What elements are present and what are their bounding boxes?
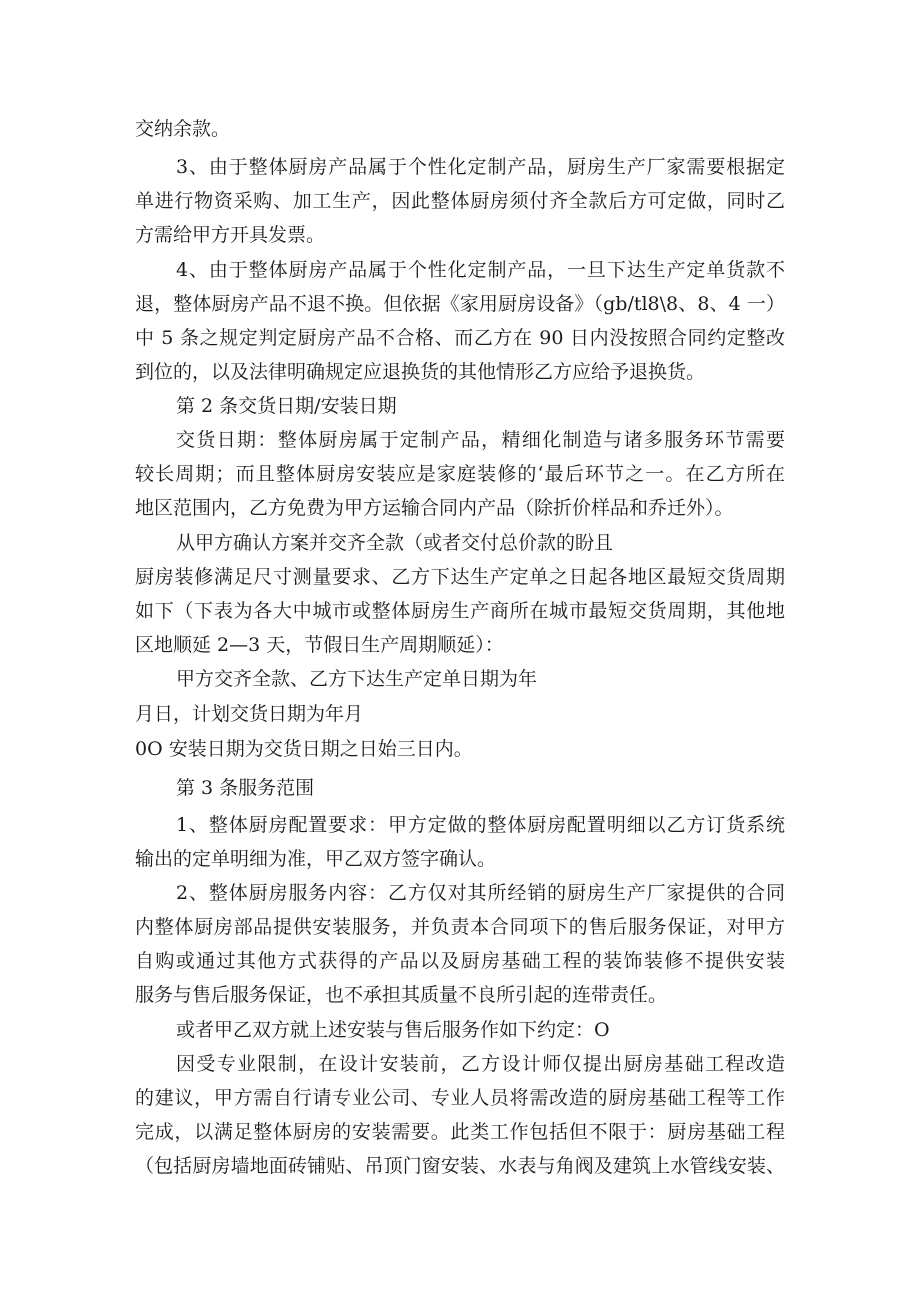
text-line: 完成，以满足整体厨房的安装需要。此类工作包括但不限于：厨房基础工程: [135, 1121, 785, 1143]
text-line: 4、由于整体厨房产品属于个性化定制产品，一旦下达生产定单货款不: [176, 259, 785, 281]
text-line: 或者甲乙双方就上述安装与售后服务作如下约定：O: [176, 1019, 610, 1041]
text-line: 退，整体厨房产品不退不换。但依据《家用厨房设备》（gb∕tl8\8、8、4 一）: [135, 293, 785, 315]
text-line: 区地顺延 2—3 天，节假日生产周期顺延）：: [135, 634, 504, 656]
text-line: 交货日期：整体厨房属于定制产品，精细化制造与诸多服务环节需要: [176, 429, 785, 451]
text-line: 输出的定单明细为准，甲乙双方签字确认。: [135, 848, 497, 870]
text-line: 月日，计划交货日期为年月: [135, 703, 364, 725]
text-line: 到位的，以及法律明确规定应退换货的其他情形乙方应给予退换货。: [135, 361, 706, 383]
text-line: 3、由于整体厨房产品属于个性化定制产品，厨房生产厂家需要根据定: [176, 156, 785, 178]
text-line: 从甲方确认方案并交齐全款（或者交付总价款的盼且: [176, 532, 614, 554]
text-line: 地区范围内，乙方免费为甲方运输合同内产品（除折价样品和乔迁外）。: [135, 497, 734, 519]
text-line: 的建议，甲方需自行请专业公司、专业人员将需改造的厨房基础工程等工作: [135, 1087, 785, 1109]
text-line: 自购或通过其他方式获得的产品以及厨房基础工程的装饰装修不提供安装: [135, 950, 785, 972]
text-line: 单进行物资采购、加工生产，因此整体厨房须付齐全款后方可定做，同时乙: [135, 190, 785, 212]
text-line: 甲方交齐全款、乙方下达生产定单日期为年: [176, 668, 538, 690]
text-line: 内整体厨房部品提供安装服务，并负责本合同项下的售后服务保证，对甲方: [135, 916, 785, 938]
text-line: 如下（下表为各大中城市或整体厨房生产商所在城市最短交货周期，其他地: [135, 600, 785, 622]
section-heading: 第 2 条交货日期/安装日期: [176, 395, 397, 417]
text-line: 服务与售后服务保证，也不承担其质量不良所引起的连带责任。: [135, 984, 668, 1006]
text-line: 中 5 条之规定判定厨房产品不合格、而乙方在 90 日内没按照合同约定整改: [135, 327, 785, 349]
text-line: （包括厨房墙地面砖铺贴、吊顶门窗安装、水表与角阀及建筑上水管线安装、: [135, 1155, 785, 1177]
text-line: 厨房装修满足尺寸测量要求、乙方下达生产定单之日起各地区最短交货周期: [135, 566, 785, 588]
text-line: 0O 安装日期为交货日期之日始三日内。: [135, 738, 473, 760]
text-line: 2、整体厨房服务内容：乙方仅对其所经销的厨房生产厂家提供的合同: [176, 882, 785, 904]
text-line: 因受专业限制，在设计安装前，乙方设计师仅提出厨房基础工程改造: [176, 1053, 785, 1075]
text-line: 1、整体厨房配置要求：甲方定做的整体厨房配置明细以乙方订货系统: [176, 814, 785, 836]
text-line: 交纳余款。: [135, 118, 231, 140]
section-heading: 第 3 条服务范围: [176, 777, 315, 799]
text-line: 方需给甲方开具发票。: [135, 224, 326, 246]
text-line: 较长周期；而且整体厨房安装应是家庭装修的‘最后环节之一。在乙方所在: [135, 463, 785, 485]
